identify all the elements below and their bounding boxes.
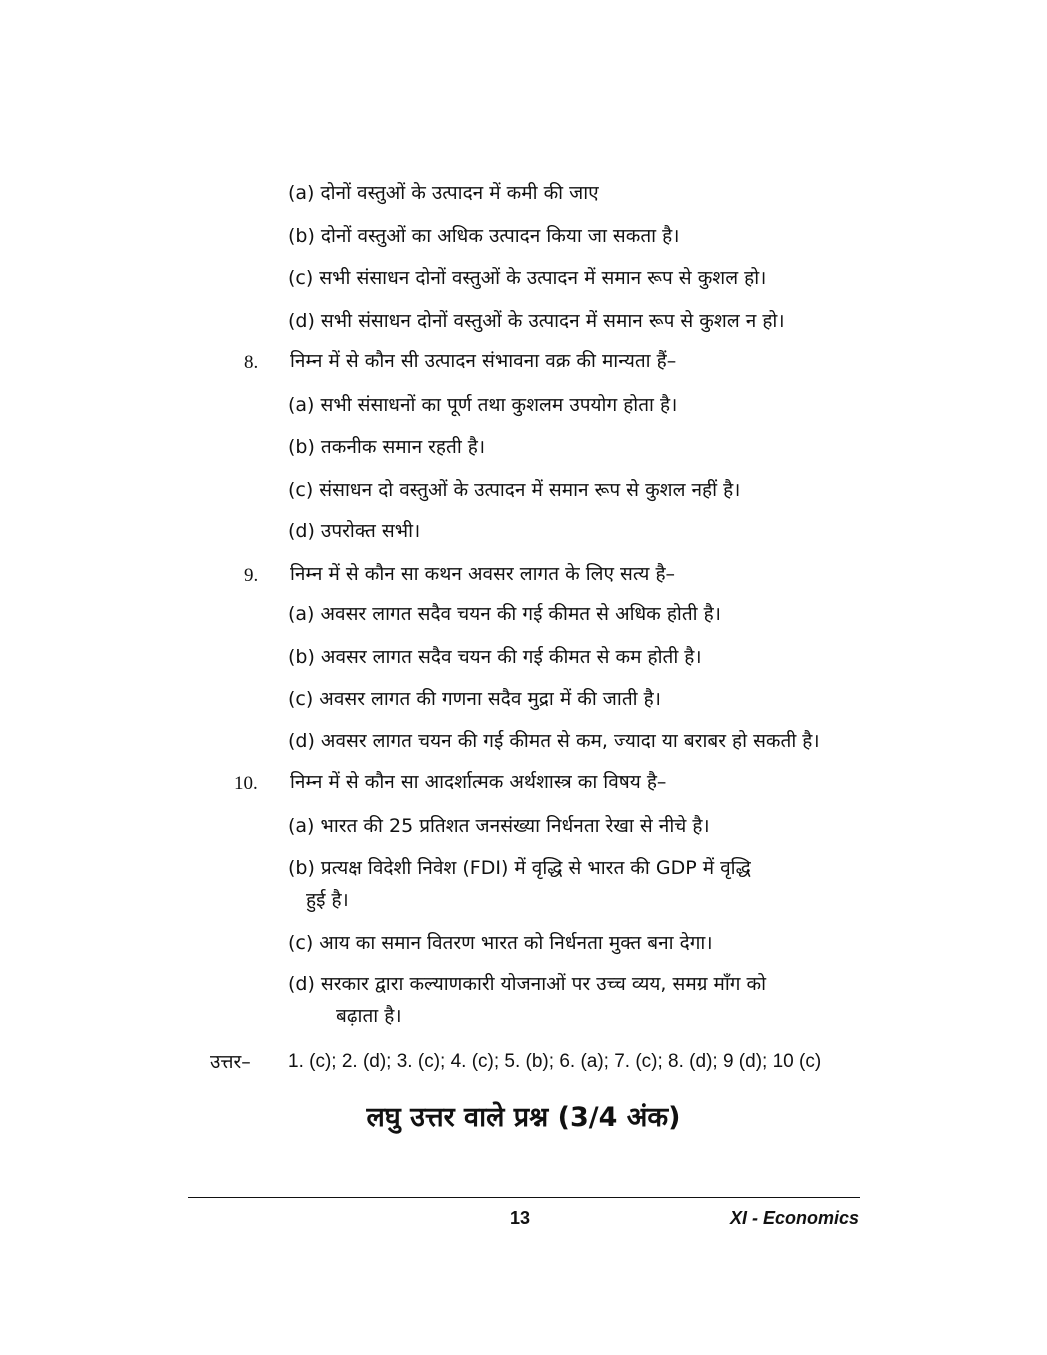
q9-option-a: (a) अवसर लागत सदैव चयन की गई कीमत से अधिक होती है। xyxy=(288,603,721,625)
q10-option-d-continuation: बढ़ाता है। xyxy=(336,1005,402,1027)
q7-option-d: (d) सभी संसाधन दोनों वस्तुओं के उत्पादन में समान रूप से कुशल न हो। xyxy=(288,310,785,332)
footer-subject: XI - Economics xyxy=(729,1208,859,1228)
q9-number: 9. xyxy=(244,565,259,586)
q10-question-text: निम्न में से कौन सा आदर्शात्मक अर्थशास्त्र का विषय है– xyxy=(290,771,667,793)
section-heading: लघु उत्तर वाले प्रश्न (3/4 अंक) xyxy=(366,1102,681,1133)
q7-option-b: (b) दोनों वस्तुओं का अधिक उत्पादन किया जा सकता है। xyxy=(288,225,680,247)
q10-option-b-continuation: हुई है। xyxy=(306,889,349,911)
q8-option-a: (a) सभी संसाधनों का पूर्ण तथा कुशलम उपयोग होता है। xyxy=(288,394,678,416)
q9-option-c: (c) अवसर लागत की गणना सदैव मुद्रा में की जाती है। xyxy=(288,688,661,710)
q10-option-a: (a) भारत की 25 प्रतिशत जनसंख्या निर्धनता रेखा से नीचे है। xyxy=(288,815,710,837)
q8-option-d: (d) उपरोक्त सभी। xyxy=(288,520,421,542)
q9-question-text: निम्न में से कौन सा कथन अवसर लागत के लिए सत्य है– xyxy=(290,563,676,585)
q8-question-text: निम्न में से कौन सी उत्पादन संभावना वक्र की मान्यता हैं– xyxy=(290,350,677,372)
answers-label: उत्तर– xyxy=(210,1051,251,1073)
q8-option-b: (b) तकनीक समान रहती है। xyxy=(288,436,486,458)
q8-number: 8. xyxy=(244,352,259,373)
q8-option-c: (c) संसाधन दो वस्तुओं के उत्पादन में समान रूप से कुशल नहीं है। xyxy=(288,479,741,501)
q9-option-d: (d) अवसर लागत चयन की गई कीमत से कम, ज्यादा या बराबर हो सकती है। xyxy=(288,730,820,752)
q10-option-b: (b) प्रत्यक्ष विदेशी निवेश (FDI) में वृद्धि से भारत की GDP में वृद्धि xyxy=(288,857,751,879)
q7-option-a: (a) दोनों वस्तुओं के उत्पादन में कमी की जाए xyxy=(288,182,599,204)
answers-list: 1. (c); 2. (d); 3. (c); 4. (c); 5. (b); 6. (a); 7. (c); 8. (d); 9 (d); 10 (c) xyxy=(288,1051,822,1072)
footer-divider xyxy=(188,1197,860,1198)
q10-option-c: (c) आय का समान वितरण भारत को निर्धनता मुक्त बना देगा। xyxy=(288,932,713,954)
q9-option-b: (b) अवसर लागत सदैव चयन की गई कीमत से कम होती है। xyxy=(288,646,702,668)
q10-number: 10. xyxy=(234,773,258,794)
page-number: 13 xyxy=(509,1208,531,1228)
q10-option-d: (d) सरकार द्वारा कल्याणकारी योजनाओं पर उच्च व्यय, समग्र माँग को xyxy=(288,973,766,995)
q7-option-c: (c) सभी संसाधन दोनों वस्तुओं के उत्पादन में समान रूप से कुशल हो। xyxy=(288,267,767,289)
